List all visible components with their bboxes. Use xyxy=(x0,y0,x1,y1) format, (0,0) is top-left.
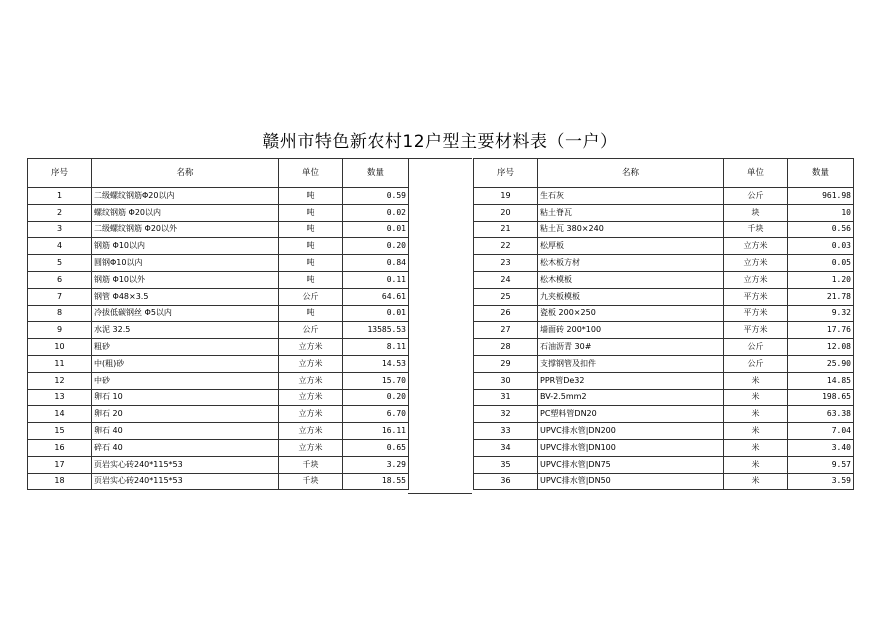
table-row xyxy=(474,389,854,406)
cell-unit: 公斤 xyxy=(724,355,788,372)
cell-name: 螺纹钢筋 Φ20以内 xyxy=(92,204,279,221)
cell-no: 29 xyxy=(474,355,538,372)
cell-qty: 0.03 xyxy=(788,238,854,255)
cell-no: 34 xyxy=(474,439,538,456)
cell-no: 36 xyxy=(474,473,538,490)
header-qty: 数量 xyxy=(343,159,409,188)
cell-no: 35 xyxy=(474,456,538,473)
cell-qty: 1.20 xyxy=(788,271,854,288)
cell-name: 水泥 32.5 xyxy=(92,322,279,339)
cell-unit: 吨 xyxy=(279,188,343,205)
table-header-row xyxy=(28,159,409,188)
header-no: 序号 xyxy=(474,159,538,188)
cell-qty: 3.59 xyxy=(788,473,854,490)
cell-qty: 64.61 xyxy=(343,288,409,305)
cell-no: 9 xyxy=(28,322,92,339)
cell-name: 二级螺纹钢筋Φ20以内 xyxy=(92,188,279,205)
table-row xyxy=(28,221,409,238)
header-qty: 数量 xyxy=(788,159,854,188)
cell-unit: 千块 xyxy=(724,221,788,238)
cell-no: 33 xyxy=(474,423,538,440)
cell-unit: 米 xyxy=(724,456,788,473)
cell-name: 钢筋 Φ10以外 xyxy=(92,271,279,288)
cell-name: 粘土瓦 380×240 xyxy=(538,221,724,238)
cell-qty: 0.56 xyxy=(788,221,854,238)
table-row xyxy=(474,305,854,322)
table-row xyxy=(474,339,854,356)
cell-unit: 块 xyxy=(724,204,788,221)
cell-unit: 吨 xyxy=(279,305,343,322)
cell-no: 1 xyxy=(28,188,92,205)
cell-qty: 10 xyxy=(788,204,854,221)
cell-unit: 米 xyxy=(724,372,788,389)
cell-qty: 18.55 xyxy=(343,473,409,490)
table-row xyxy=(28,372,409,389)
table-row xyxy=(474,204,854,221)
table-row xyxy=(474,221,854,238)
cell-no: 28 xyxy=(474,339,538,356)
cell-unit: 平方米 xyxy=(724,288,788,305)
cell-name: UPVC排水管|DN100 xyxy=(538,439,724,456)
cell-name: 中(粗)砂 xyxy=(92,355,279,372)
table-row xyxy=(28,355,409,372)
table-row xyxy=(28,473,409,490)
cell-no: 5 xyxy=(28,255,92,272)
page-title: 赣州市特色新农村12户型主要材料表（一户） xyxy=(262,132,618,152)
cell-no: 19 xyxy=(474,188,538,205)
cell-qty: 9.57 xyxy=(788,456,854,473)
cell-unit: 立方米 xyxy=(724,271,788,288)
cell-qty: 0.59 xyxy=(343,188,409,205)
cell-no: 10 xyxy=(28,339,92,356)
cell-qty: 63.38 xyxy=(788,406,854,423)
cell-no: 6 xyxy=(28,271,92,288)
cell-qty: 0.20 xyxy=(343,238,409,255)
cell-qty: 25.90 xyxy=(788,355,854,372)
cell-unit: 立方米 xyxy=(279,339,343,356)
cell-unit: 千块 xyxy=(279,473,343,490)
cell-qty: 14.85 xyxy=(788,372,854,389)
cell-no: 24 xyxy=(474,271,538,288)
cell-qty: 0.84 xyxy=(343,255,409,272)
cell-unit: 立方米 xyxy=(279,355,343,372)
table-row xyxy=(28,439,409,456)
cell-unit: 吨 xyxy=(279,204,343,221)
cell-name: BV-2.5mm2 xyxy=(538,389,724,406)
cell-name: 圆钢Φ10以内 xyxy=(92,255,279,272)
table-row xyxy=(474,255,854,272)
cell-no: 22 xyxy=(474,238,538,255)
table-row xyxy=(474,322,854,339)
table-row xyxy=(28,389,409,406)
cell-name: 粘土脊瓦 xyxy=(538,204,724,221)
cell-no: 32 xyxy=(474,406,538,423)
cell-unit: 吨 xyxy=(279,271,343,288)
cell-name: 二级螺纹钢筋 Φ20以外 xyxy=(92,221,279,238)
table-row xyxy=(474,271,854,288)
cell-no: 30 xyxy=(474,372,538,389)
cell-unit: 立方米 xyxy=(279,389,343,406)
table-row xyxy=(28,456,409,473)
cell-name: 冷拔低碳钢丝 Φ5以内 xyxy=(92,305,279,322)
cell-unit: 米 xyxy=(724,389,788,406)
cell-name: 生石灰 xyxy=(538,188,724,205)
cell-unit: 吨 xyxy=(279,221,343,238)
cell-unit: 公斤 xyxy=(279,288,343,305)
cell-name: 松木板方材 xyxy=(538,255,724,272)
table-row xyxy=(28,288,409,305)
cell-name: 卵石 10 xyxy=(92,389,279,406)
cell-no: 15 xyxy=(28,423,92,440)
cell-name: 粗砂 xyxy=(92,339,279,356)
table-row xyxy=(474,473,854,490)
cell-qty: 12.08 xyxy=(788,339,854,356)
table-row xyxy=(474,188,854,205)
cell-name: 钢筋 Φ10以内 xyxy=(92,238,279,255)
cell-qty: 3.40 xyxy=(788,439,854,456)
cell-qty: 15.70 xyxy=(343,372,409,389)
cell-no: 31 xyxy=(474,389,538,406)
table-row xyxy=(474,372,854,389)
cell-unit: 千块 xyxy=(279,456,343,473)
table-row xyxy=(474,456,854,473)
cell-qty: 21.78 xyxy=(788,288,854,305)
cell-no: 20 xyxy=(474,204,538,221)
cell-unit: 公斤 xyxy=(724,188,788,205)
cell-name: 卵石 40 xyxy=(92,423,279,440)
cell-name: 碎石 40 xyxy=(92,439,279,456)
cell-qty: 0.11 xyxy=(343,271,409,288)
cell-qty: 17.76 xyxy=(788,322,854,339)
table-row xyxy=(474,355,854,372)
table-row xyxy=(474,406,854,423)
cell-qty: 3.29 xyxy=(343,456,409,473)
cell-name: UPVC排水管|DN50 xyxy=(538,473,724,490)
cell-name: UPVC排水管|DN200 xyxy=(538,423,724,440)
cell-name: 页岩实心砖240*115*53 xyxy=(92,473,279,490)
header-unit: 单位 xyxy=(724,159,788,188)
cell-name: 墙面砖 200*100 xyxy=(538,322,724,339)
cell-no: 23 xyxy=(474,255,538,272)
cell-qty: 7.04 xyxy=(788,423,854,440)
cell-name: 松厚板 xyxy=(538,238,724,255)
cell-unit: 吨 xyxy=(279,255,343,272)
materials-table-right xyxy=(473,158,854,490)
cell-no: 17 xyxy=(28,456,92,473)
cell-name: 松木模板 xyxy=(538,271,724,288)
cell-qty: 6.70 xyxy=(343,406,409,423)
cell-name: 瓷板 200×250 xyxy=(538,305,724,322)
cell-no: 26 xyxy=(474,305,538,322)
cell-qty: 0.20 xyxy=(343,389,409,406)
cell-unit: 平方米 xyxy=(724,322,788,339)
table-row xyxy=(474,238,854,255)
cell-qty: 961.98 xyxy=(788,188,854,205)
cell-unit: 公斤 xyxy=(724,339,788,356)
cell-no: 21 xyxy=(474,221,538,238)
cell-name: 九夹板模板 xyxy=(538,288,724,305)
cell-name: 支撑钢管及扣件 xyxy=(538,355,724,372)
cell-unit: 米 xyxy=(724,406,788,423)
table-row xyxy=(28,423,409,440)
cell-unit: 米 xyxy=(724,473,788,490)
cell-name: UPVC排水管|DN75 xyxy=(538,456,724,473)
table-row xyxy=(28,204,409,221)
cell-no: 14 xyxy=(28,406,92,423)
cell-unit: 吨 xyxy=(279,238,343,255)
cell-unit: 立方米 xyxy=(724,238,788,255)
cell-unit: 米 xyxy=(724,423,788,440)
cell-qty: 8.11 xyxy=(343,339,409,356)
cell-qty: 0.02 xyxy=(343,204,409,221)
cell-unit: 平方米 xyxy=(724,305,788,322)
table-row xyxy=(474,423,854,440)
table-row xyxy=(28,238,409,255)
table-row xyxy=(474,439,854,456)
table-row xyxy=(28,322,409,339)
cell-unit: 立方米 xyxy=(279,423,343,440)
cell-no: 13 xyxy=(28,389,92,406)
cell-no: 11 xyxy=(28,355,92,372)
cell-name: 页岩实心砖240*115*53 xyxy=(92,456,279,473)
materials-table-left xyxy=(27,158,409,490)
table-header-row xyxy=(474,159,854,188)
cell-unit: 立方米 xyxy=(279,439,343,456)
cell-no: 8 xyxy=(28,305,92,322)
cell-name: 卵石 20 xyxy=(92,406,279,423)
cell-qty: 16.11 xyxy=(343,423,409,440)
cell-no: 25 xyxy=(474,288,538,305)
cell-unit: 公斤 xyxy=(279,322,343,339)
cell-no: 12 xyxy=(28,372,92,389)
table-row xyxy=(28,339,409,356)
cell-qty: 14.53 xyxy=(343,355,409,372)
cell-unit: 立方米 xyxy=(279,372,343,389)
cell-name: 石油沥青 30# xyxy=(538,339,724,356)
cell-unit: 立方米 xyxy=(724,255,788,272)
table-row xyxy=(28,271,409,288)
table-row xyxy=(28,305,409,322)
cell-no: 27 xyxy=(474,322,538,339)
cell-unit: 米 xyxy=(724,439,788,456)
cell-no: 3 xyxy=(28,221,92,238)
cell-qty: 9.32 xyxy=(788,305,854,322)
cell-unit: 立方米 xyxy=(279,406,343,423)
cell-no: 7 xyxy=(28,288,92,305)
cell-no: 2 xyxy=(28,204,92,221)
cell-qty: 198.65 xyxy=(788,389,854,406)
cell-no: 16 xyxy=(28,439,92,456)
cell-qty: 0.01 xyxy=(343,305,409,322)
header-name: 名称 xyxy=(538,159,724,188)
table-row xyxy=(28,188,409,205)
cell-qty: 0.01 xyxy=(343,221,409,238)
table-row xyxy=(28,406,409,423)
cell-no: 4 xyxy=(28,238,92,255)
cell-name: PC塑料管DN20 xyxy=(538,406,724,423)
cell-qty: 13585.53 xyxy=(343,322,409,339)
header-unit: 单位 xyxy=(279,159,343,188)
cell-name: 中砂 xyxy=(92,372,279,389)
header-no: 序号 xyxy=(28,159,92,188)
cell-name: 钢管 Φ48×3.5 xyxy=(92,288,279,305)
table-row xyxy=(474,288,854,305)
cell-qty: 0.05 xyxy=(788,255,854,272)
header-name: 名称 xyxy=(92,159,279,188)
table-gap xyxy=(408,158,472,494)
cell-qty: 0.65 xyxy=(343,439,409,456)
table-row xyxy=(28,255,409,272)
cell-no: 18 xyxy=(28,473,92,490)
cell-name: PPR管De32 xyxy=(538,372,724,389)
